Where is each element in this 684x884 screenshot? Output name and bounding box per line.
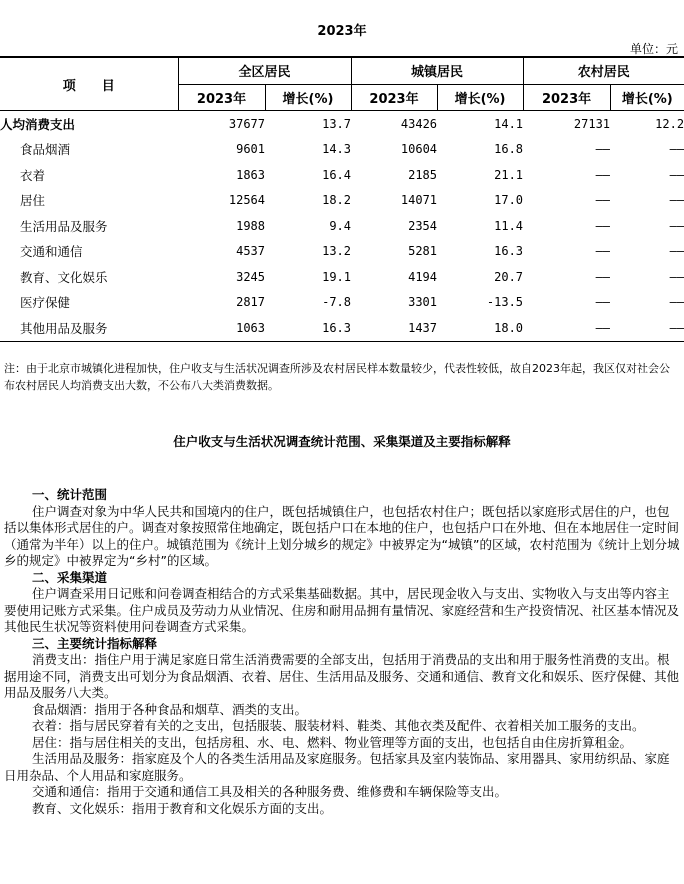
explanation-body — [4, 487, 680, 817]
group-header-rural: 农村居民 — [523, 57, 684, 84]
row-value: 1437 — [351, 315, 437, 341]
row-value: 1988 — [236, 218, 265, 233]
row-value: —— — [669, 218, 684, 233]
table-row — [0, 239, 684, 265]
row-value: —— — [669, 269, 684, 284]
row-value: —— — [669, 295, 684, 310]
row-value: —— — [595, 167, 611, 182]
row-value: —— — [595, 218, 611, 233]
row-value: 13.2 — [322, 244, 352, 259]
row-value: 16.3 — [494, 244, 524, 259]
row-label: 生活用品及服务 — [20, 218, 108, 234]
row-value: 9.4 — [329, 218, 352, 233]
s1-heading: 一、统计范围 — [32, 487, 108, 502]
group-header-all: 全区居民 — [178, 57, 351, 84]
row-value: 14071 — [400, 193, 438, 208]
table-year-title: 2023年 — [317, 24, 367, 39]
table-row — [0, 188, 684, 214]
row-label: 居住 — [20, 193, 46, 209]
row-value: 16.4 — [322, 167, 352, 182]
row-value: 2185 — [408, 167, 438, 182]
row-value: —— — [595, 193, 611, 208]
row-label: 人均消费支出 — [0, 116, 76, 132]
row-value: —— — [595, 269, 611, 284]
row-value: 27131 — [573, 116, 611, 131]
row-value: 18.0 — [437, 315, 523, 341]
row-label: 其他用品及服务 — [0, 315, 178, 341]
row-value: 9601 — [236, 142, 265, 157]
unit-label: 单位：元 — [629, 42, 678, 56]
section-title: 住户收支与生活状况调查统计范围、采集渠道及主要指标解释 — [173, 434, 511, 449]
row-value: 10604 — [400, 142, 438, 157]
row-value: 3301 — [408, 295, 438, 310]
s2-text: 住户调查采用日记账和问卷调查相结合的方式采集基础数据。其中，居民现金收入与支出、实物收入与支出等内容主要使用记账方式采集。住户成员及劳动力从业情况、住房和耐用品拥有量情况、家庭经营和生产投资情况、社区基本情况及其他民生状况等资料使用问卷调查方式采集。 — [4, 586, 680, 634]
row-value: —— — [595, 295, 611, 310]
sub-header-year: 2023年 — [178, 84, 265, 111]
table-row — [0, 162, 684, 188]
row-value: 3245 — [236, 269, 265, 284]
row-value: 18.2 — [322, 193, 352, 208]
row-value: —— — [669, 167, 684, 182]
row-label: 教育、文化娱乐 — [20, 269, 108, 285]
def-housing: 居住：指与居住相关的支出，包括房租、水、电、燃料、物业管理等方面的支出，也包括自由住房折算租金。 — [32, 734, 633, 750]
sub-header-growth: 增长(%) — [265, 84, 351, 111]
row-value: 43426 — [400, 116, 438, 131]
sub-header-year: 2023年 — [523, 84, 610, 111]
row-value: 1063 — [178, 315, 265, 341]
table-row — [0, 111, 684, 137]
table-row — [0, 290, 684, 316]
table-row — [0, 264, 684, 290]
sub-header-year: 2023年 — [351, 84, 437, 111]
row-value: 16.3 — [265, 315, 351, 341]
row-value: 19.1 — [322, 269, 352, 284]
row-value: -7.8 — [322, 295, 352, 310]
row-value: 14.3 — [322, 142, 352, 157]
row-value: —— — [595, 142, 611, 157]
row-value: 1863 — [236, 167, 265, 182]
sub-header-growth: 增长(%) — [610, 84, 684, 111]
row-value: 12564 — [228, 193, 265, 208]
row-value: —— — [610, 315, 684, 341]
def-food: 食品烟酒：指用于各种食品和烟草、酒类的支出。 — [32, 701, 308, 717]
def-transport: 交通和通信：指用于交通和通信工具及相关的各种服务费、维修费和车辆保险等支出。 — [32, 784, 508, 799]
row-value: 16.8 — [494, 142, 524, 157]
row-value: —— — [523, 315, 610, 341]
row-value: 11.4 — [494, 218, 524, 233]
row-value: 5281 — [408, 244, 438, 259]
group-header-urban: 城镇居民 — [351, 57, 523, 84]
row-value: -13.5 — [486, 295, 524, 310]
s3-heading: 三、主要统计指标解释 — [32, 635, 158, 651]
table-row — [0, 137, 684, 163]
row-value: 21.1 — [494, 167, 524, 182]
row-value: —— — [595, 244, 611, 259]
table-row — [0, 213, 684, 239]
row-value: 17.0 — [494, 193, 524, 208]
def-household: 生活用品及服务：指家庭及个人的各类生活用品及家庭服务。包括家具及室内装饰品、家用器具、家用纺织品、家庭日用杂品、个人用品和家庭服务。 — [4, 751, 670, 783]
row-value: 14.1 — [494, 116, 524, 131]
row-label: 医疗保健 — [20, 295, 71, 311]
row-value: 37677 — [228, 116, 265, 131]
row-value: 4537 — [236, 244, 265, 259]
sub-header-growth: 增长(%) — [437, 84, 523, 111]
row-value: 2354 — [408, 218, 438, 233]
row-label: 食品烟酒 — [20, 142, 71, 158]
consumption-table — [0, 56, 684, 342]
s1-text: 住户调查对象为中华人民共和国境内的住户，既包括城镇住户，也包括农村住户；既包括以家庭形式居住的户，也包括以集体形式居住的户。调查对象按照常住地确定，既包括户口在本地的住户，也包括户口在外地、但在本地居住一定时间（通常为半年）以上的住户。城镇范围为《统计上划分城乡的规定》中被界定为“城镇”的区域，农村范围为《统计上划分城乡的规定》中被界定为“乡村”的区域。 — [4, 503, 680, 568]
def-consumption: 消费支出：指住户用于满足家庭日常生活消费需要的全部支出，包括用于消费品的支出和用于服务性消费的支出。根据用途不同，消费支出可划分为食品烟酒、衣着、居住、生活用品及服务、交通和通信、教育文化和娱乐、医疗保健、其他用品及服务八大类。 — [4, 652, 680, 700]
item-header: 项 目 — [0, 57, 178, 111]
def-clothing: 衣着：指与居民穿着有关的之支出，包括服装、服装材料、鞋类、其他衣类及配件、衣着相关加工服务的支出。 — [32, 718, 645, 733]
row-value: —— — [669, 142, 684, 157]
row-label: 交通和通信 — [20, 244, 83, 260]
row-value: —— — [669, 193, 684, 208]
row-value: 2817 — [236, 295, 265, 310]
row-value: —— — [669, 244, 684, 259]
row-value: 20.7 — [494, 269, 524, 284]
row-label: 衣着 — [20, 167, 46, 183]
table-note: 注：由于北京市城镇化进程加快，住户收支与生活状况调查所涉及农村居民样本数量较少，代表性较低，故自2023年起，我区仅对社会公布农村居民人均消费支出大数，不公布八大类消费数据。 — [4, 362, 670, 392]
row-value: 13.7 — [322, 116, 352, 131]
table-row — [0, 315, 684, 341]
def-education: 教育、文化娱乐：指用于教育和文化娱乐方面的支出。 — [32, 800, 333, 816]
row-value: 12.2 — [655, 116, 684, 131]
row-value: 4194 — [408, 269, 438, 284]
s2-heading: 二、采集渠道 — [32, 569, 108, 585]
